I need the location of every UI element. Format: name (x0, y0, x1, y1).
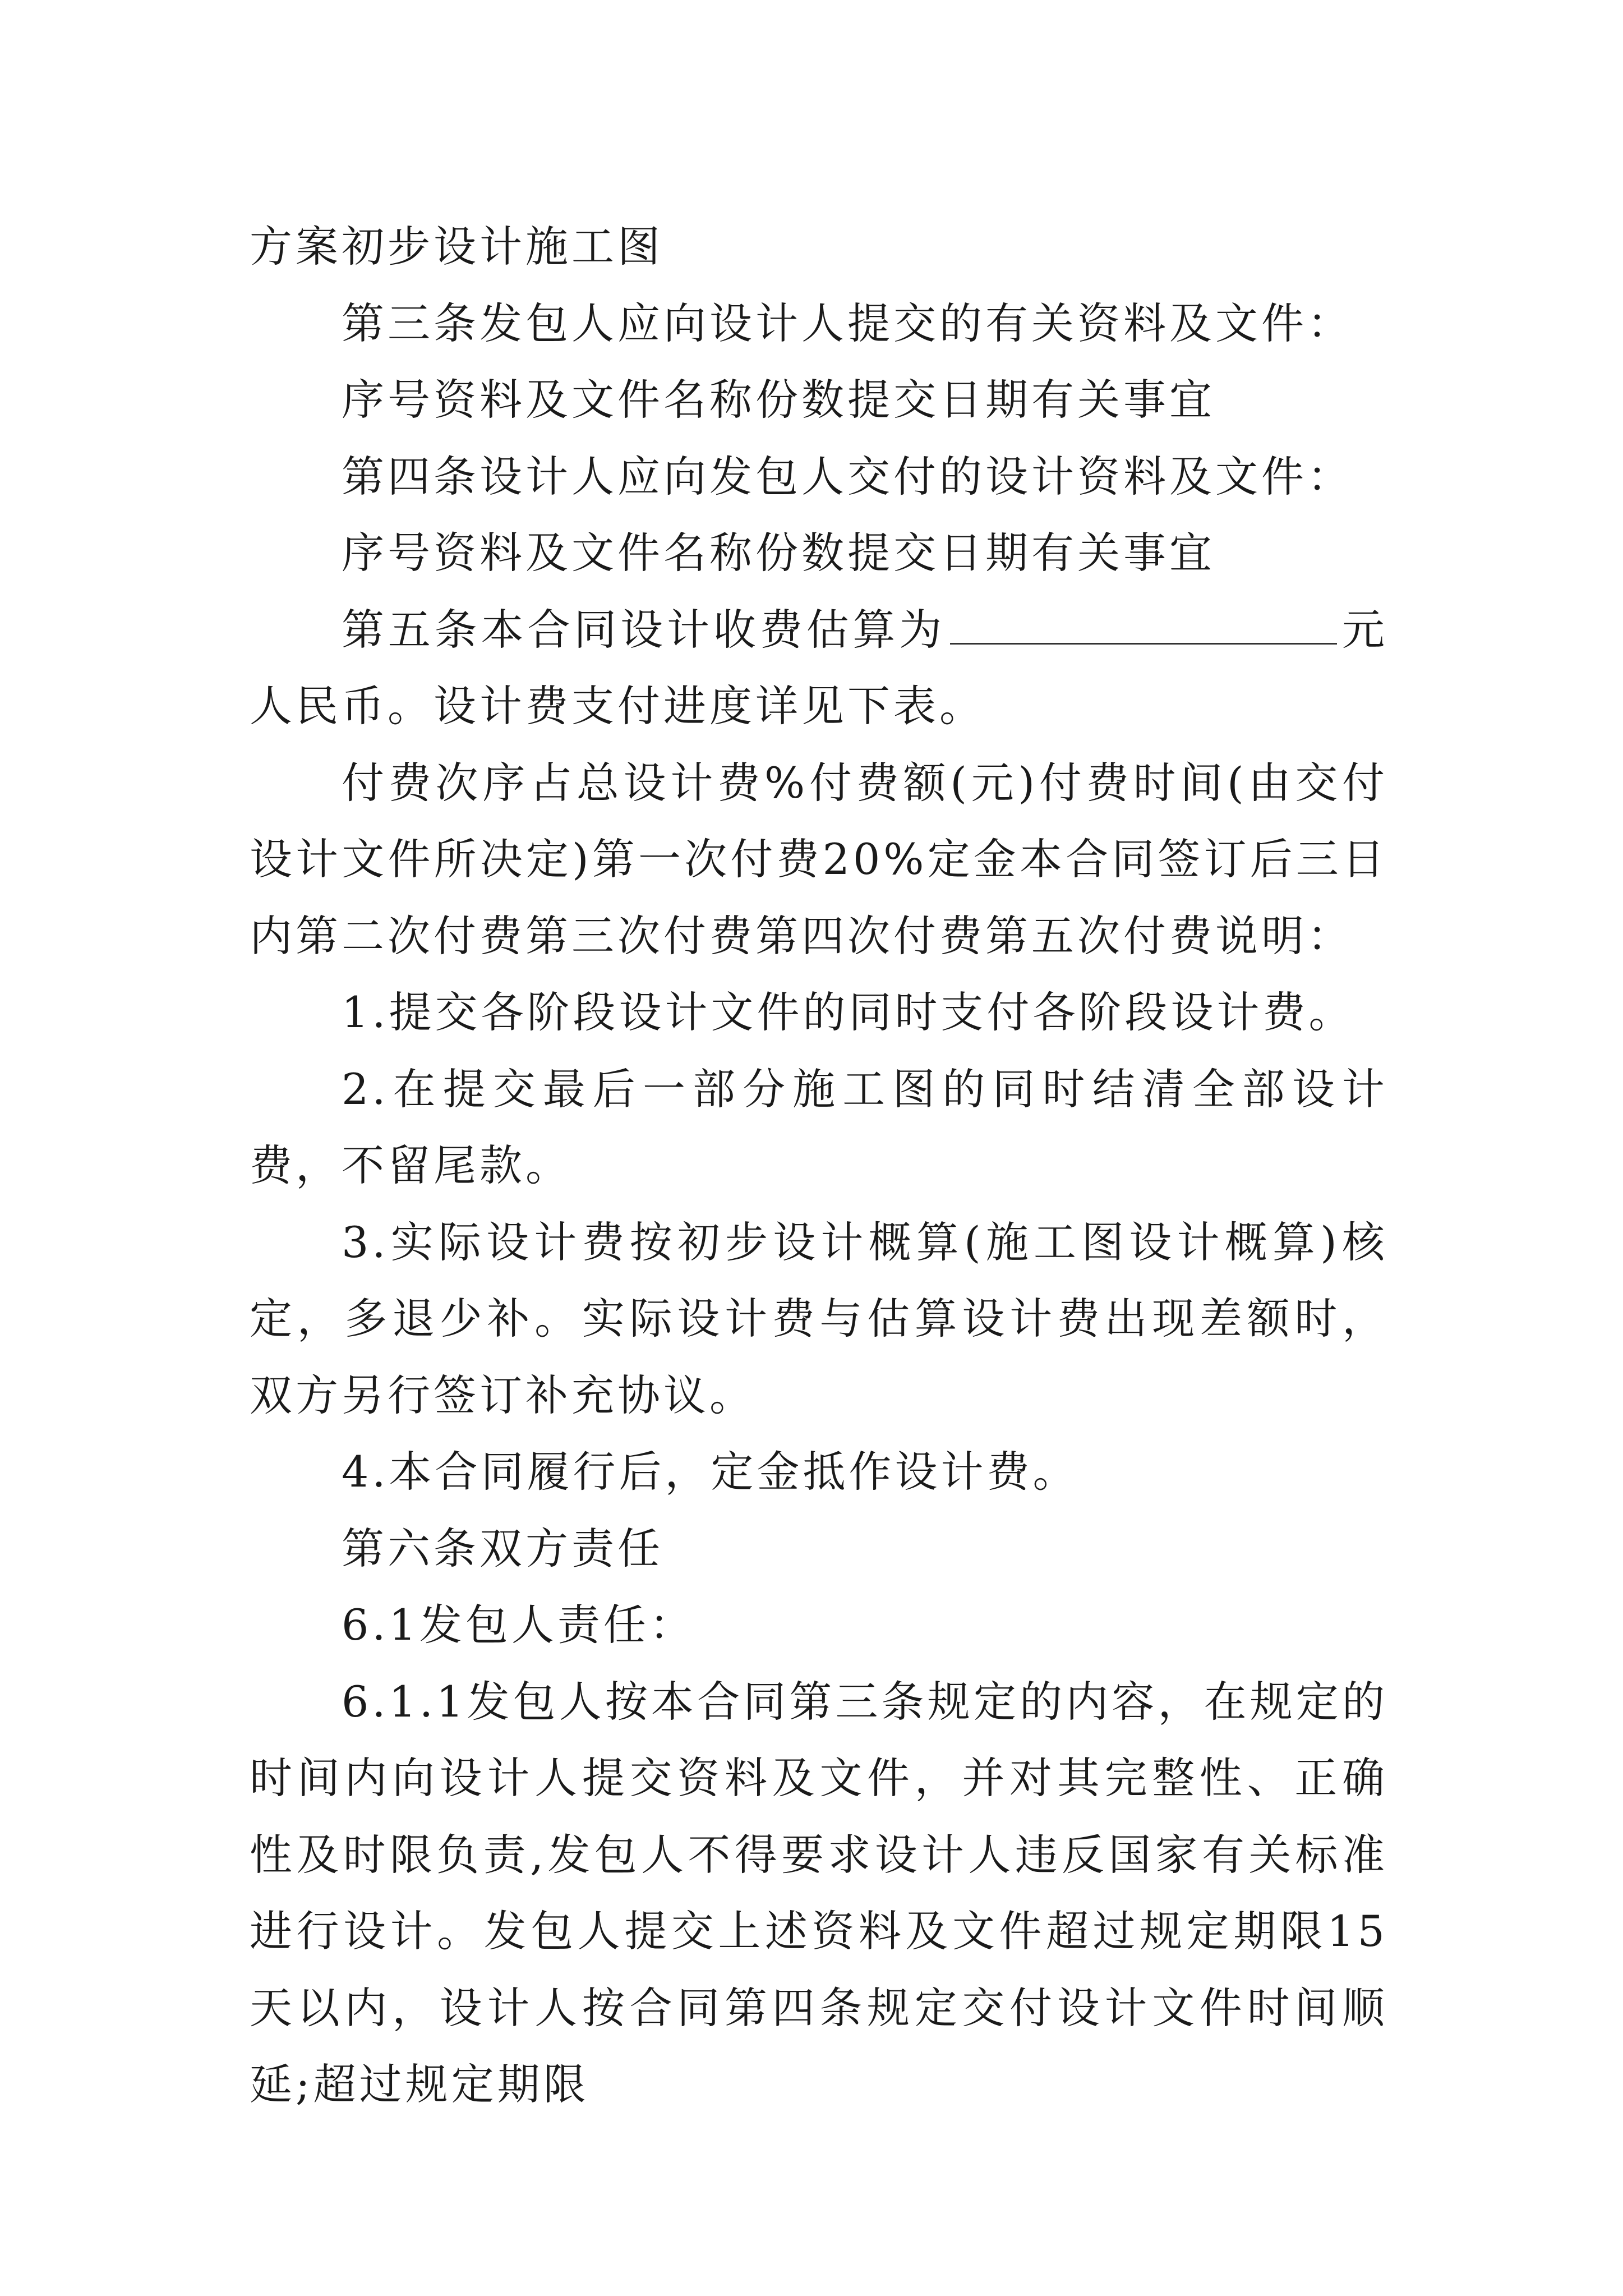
paragraph-note-3: 3.实际设计费按初步设计概算(施工图设计概算)核定，多退少补。实际设计费与估算设计费出现差额时，双方另行签订补充协议。 (250, 1217, 1388, 1420)
paragraph-article-4: 第四条设计人应向发包人交付的设计资料及文件： (342, 451, 1353, 501)
fee-amount-blank (950, 604, 1337, 644)
paragraph-note-2: 2.在提交最后一部分施工图的同时结清全部设计费，不留尾款。 (250, 1064, 1388, 1190)
paragraph-section-6-1-1: 6.1.1发包人按本合同第三条规定的内容，在规定的时间内向设计人提交资料及文件，并对其完整性、正确性及时限负责,发包人不得要求设计人违反国家有关标准进行设计。发包人提交上述资料及文件超过规定期限15天以内，设计人按合同第四条规定交付设计文件时间顺延;超过规定期限 (250, 1676, 1388, 2109)
paragraph-article-6: 第六条双方责任 (342, 1523, 663, 1573)
paragraph-table-header-2: 序号资料及文件名称份数提交日期有关事宜 (342, 528, 1215, 578)
paragraph-note-4: 4.本合同履行后，定金抵作设计费。 (342, 1447, 1079, 1497)
paragraph-article-5 (250, 592, 1388, 745)
paragraph-table-header-1: 序号资料及文件名称份数提交日期有关事宜 (342, 375, 1215, 425)
paragraph-plan-stages: 方案初步设计施工图 (250, 222, 663, 272)
paragraph-note-1: 1.提交各阶段设计文件的同时支付各阶段设计费。 (342, 987, 1355, 1037)
paragraph-section-6-1: 6.1发包人责任： (342, 1600, 695, 1650)
article-5-text-before: 第五条本合同设计收费估算为 (342, 604, 946, 655)
paragraph-article-3: 第三条发包人应向设计人提交的有关资料及文件： (342, 298, 1353, 348)
article-5-text-after: 元人民币。设计费支付进度详见下表。 (250, 604, 1389, 731)
document-body (250, 209, 1388, 2123)
paragraph-payment-schedule: 付费次序占总设计费%付费额(元)付费时间(由交付设计文件所决定)第一次付费20%定金本合同签订后三日内第二次付费第三次付费第四次付费第五次付费说明： (250, 757, 1388, 961)
